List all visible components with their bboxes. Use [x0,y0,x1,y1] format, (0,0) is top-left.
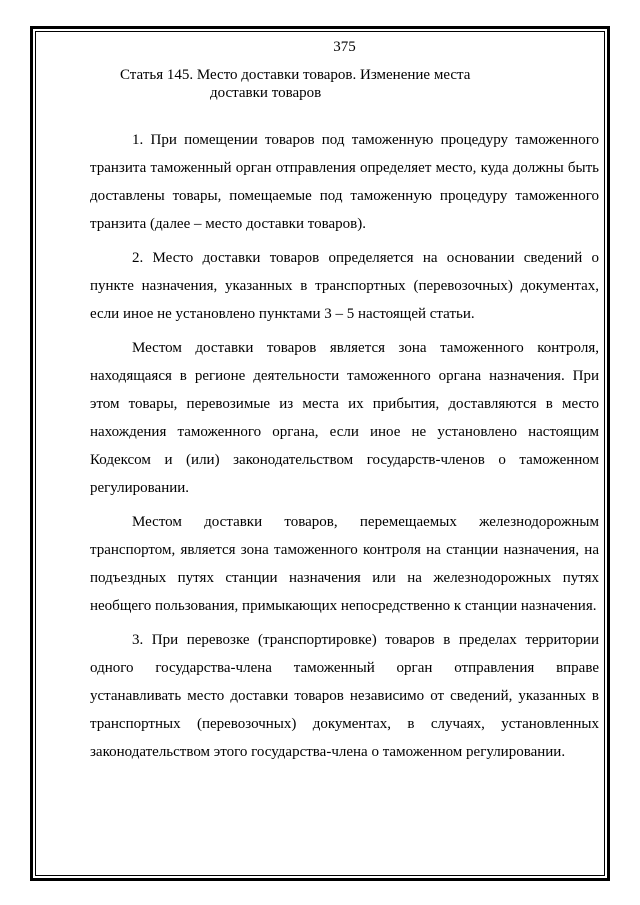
paragraph-3: Местом доставки товаров является зона таможенного контроля, находящаяся в регионе деятельности таможенного органа назначения. При этом товары, перевозимые из места их прибытия, доставляются в место нахождения таможенного органа, если иное не установлено настоящим Кодексом и (или) законодательством государств-членов о таможенном регулировании. [90,340,599,496]
article-title [90,66,599,102]
article-title-line-2: доставки товаров [210,85,322,101]
paragraph-5: 3. При перевозке (транспортировке) товаров в пределах территории одного государства-члена таможенный орган отправления вправе устанавливать место доставки товаров независимо от сведений, указанных в транспортных (перевозочных) документах, в случаях, установленных законодательством этого государства-члена о таможенном регулировании. [90,632,599,760]
paragraph-4: Местом доставки товаров, перемещаемых железнодорожным транспортом, является зона таможенного контроля на станции назначения, на подъездных путях станции назначения или на железнодорожных путях необщего пользования, примыкающих непосредственно к станции назначения. [90,514,599,614]
paragraph-1: 1. При помещении товаров под таможенную процедуру таможенного транзита таможенный орган отправления определяет место, куда должны быть доставлены товары, помещаемые под таможенную процедуру таможенного транзита (далее – место доставки товаров). [90,132,599,232]
page-number: 375 [333,39,356,55]
article-title-line-1: Статья 145. Место доставки товаров. Изменение места [120,67,471,83]
page-content [90,38,599,772]
paragraph-2: 2. Место доставки товаров определяется на основании сведений о пункте назначения, указанных в транспортных (перевозочных) документах, если иное не установлено пунктами 3 – 5 настоящей статьи. [90,250,599,322]
